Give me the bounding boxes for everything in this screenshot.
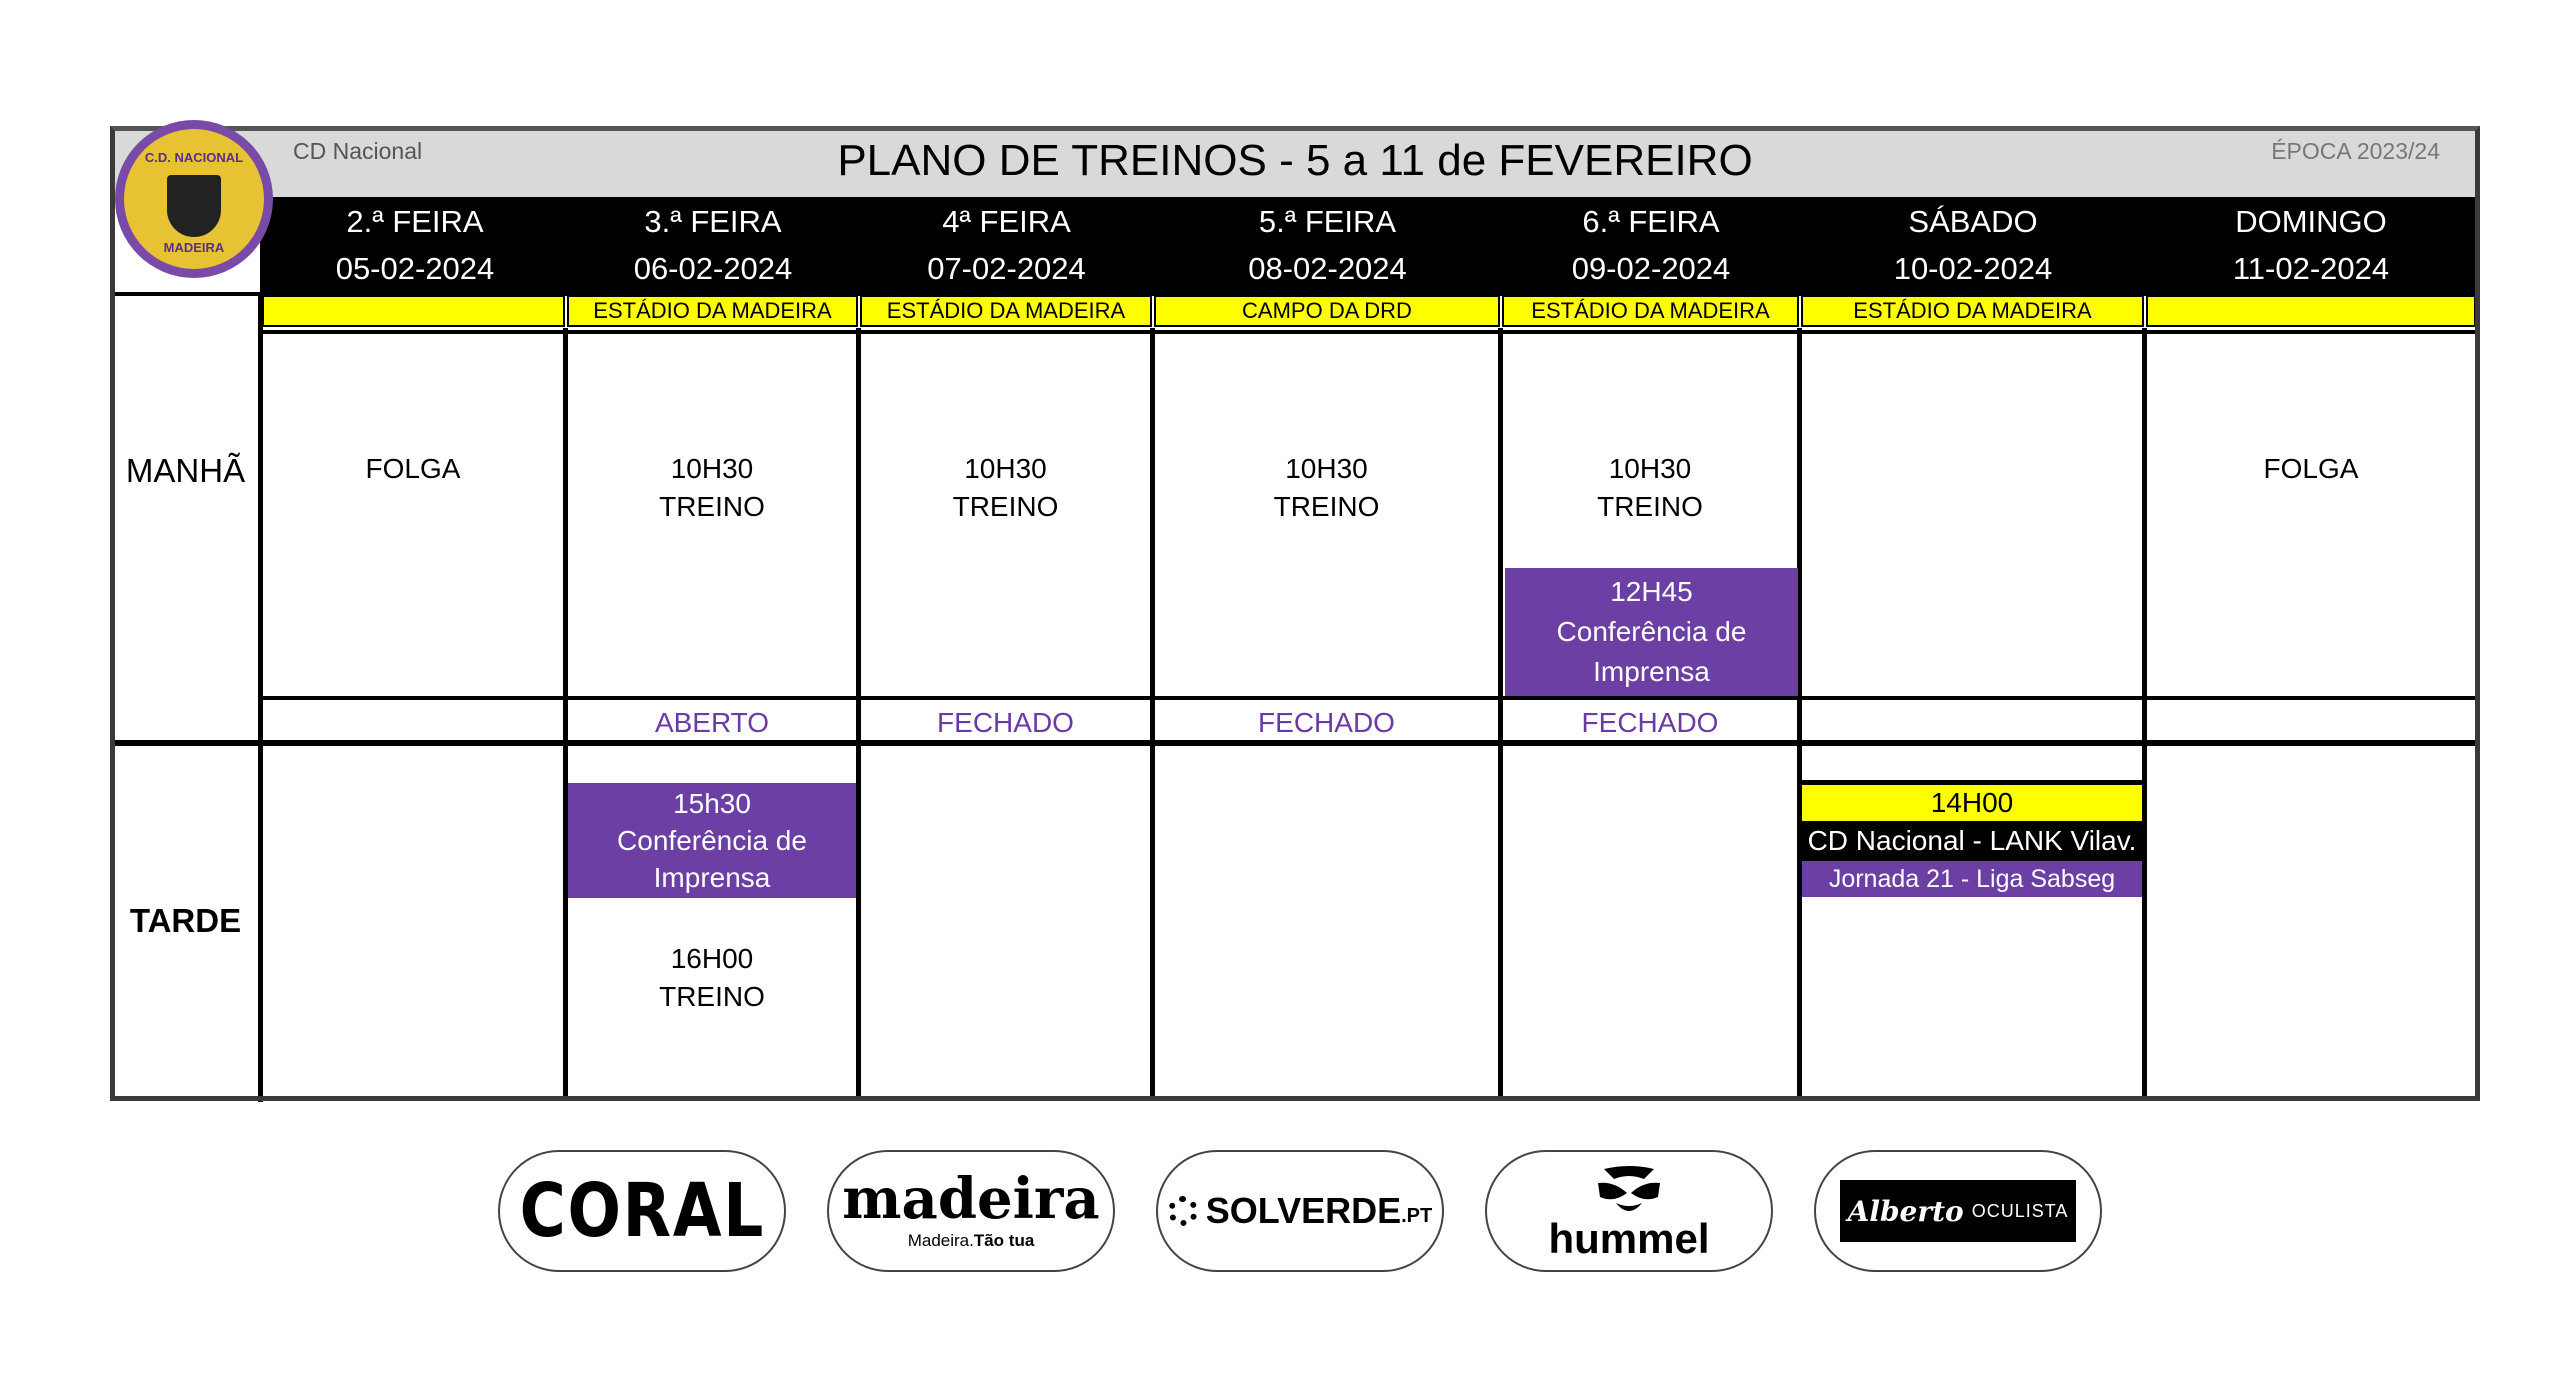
- status-wed: FECHADO: [937, 707, 1074, 738]
- morning-wed-time: 10H30: [964, 453, 1047, 484]
- friday-press-line1: Conferência de: [1556, 616, 1747, 647]
- morning-fri-time: 10H30: [1608, 453, 1692, 484]
- bee-icon: [1594, 1163, 1664, 1219]
- morning-thu-time: 10H30: [1285, 453, 1368, 484]
- sponsor-alberto-box: [1840, 1180, 2076, 1242]
- logo-top-text: C.D. NACIONAL: [144, 150, 244, 165]
- day-date-tue: 06-02-2024: [633, 251, 793, 286]
- sponsor-hummel-text: hummel: [1548, 1215, 1710, 1262]
- status-thu: FECHADO: [1258, 707, 1395, 738]
- sponsor-hummel: [1485, 1150, 1773, 1272]
- match-fixture: CD Nacional - LANK Vilav.: [1802, 821, 2142, 861]
- sun-icon: [1168, 1196, 1198, 1226]
- location-tue: ESTÁDIO DA MADEIRA: [567, 295, 858, 327]
- morning-thu-label: TREINO: [1273, 491, 1380, 522]
- club-crest-shield: [167, 175, 221, 237]
- afternoon-tue-time: 16H00: [670, 943, 754, 974]
- day-name-sun: DOMINGO: [2235, 204, 2387, 239]
- friday-press-line2: Imprensa: [1593, 656, 1710, 687]
- match-time: 14H00: [1802, 785, 2142, 821]
- sponsor-solverde-suffix: .PT: [1401, 1204, 1433, 1227]
- day-name-wed: 4ª FEIRA: [942, 204, 1071, 239]
- sponsor-coral: [498, 1150, 786, 1272]
- status-tue: ABERTO: [654, 707, 770, 738]
- day-name-sat: SÁBADO: [1908, 204, 2038, 239]
- day-name-tue: 3.ª FEIRA: [644, 204, 782, 239]
- location-wed: ESTÁDIO DA MADEIRA: [860, 295, 1152, 327]
- location-sat: ESTÁDIO DA MADEIRA: [1801, 295, 2144, 327]
- sponsor-madeira: [827, 1150, 1115, 1272]
- page-title: PLANO DE TREINOS - 5 a 11 de FEVEREIRO: [837, 136, 1753, 185]
- morning-tue-time: 10H30: [670, 453, 754, 484]
- morning-mon: FOLGA: [365, 453, 461, 484]
- club-name: CD Nacional: [293, 138, 423, 164]
- tuesday-press-line1: Conferência de: [617, 825, 807, 856]
- period-afternoon: TARDE: [129, 902, 242, 939]
- day-name-mon: 2.ª FEIRA: [346, 204, 484, 239]
- sponsor-madeira-tagline-b: Tão tua: [973, 1231, 1035, 1250]
- morning-fri-label: TREINO: [1597, 491, 1703, 522]
- day-name-thu: 5.ª FEIRA: [1258, 204, 1397, 239]
- tuesday-press-line2: Imprensa: [653, 862, 771, 893]
- morning-sun: FOLGA: [2263, 453, 2359, 484]
- sponsor-madeira-tagline-a: Madeira.: [907, 1231, 974, 1250]
- morning-tue-label: TREINO: [659, 491, 765, 522]
- day-name-fri: 6.ª FEIRA: [1582, 204, 1720, 239]
- morning-wed-label: TREINO: [952, 491, 1059, 522]
- friday-press-conference: [1505, 568, 1798, 696]
- sponsor-alberto-suffix: OCULISTA: [1971, 1200, 2069, 1221]
- status-fri: FECHADO: [1581, 707, 1719, 738]
- tuesday-press-time: 15h30: [673, 788, 751, 819]
- season-label: ÉPOCA 2023/24: [2271, 138, 2440, 164]
- match-round: Jornada 21 - Liga Sabseg: [1802, 861, 2142, 897]
- period-morning: MANHÃ: [125, 452, 246, 489]
- day-date-wed: 07-02-2024: [927, 251, 1086, 286]
- sponsor-alberto: [1814, 1150, 2102, 1272]
- day-date-mon: 05-02-2024: [335, 251, 495, 286]
- sponsor-madeira-text: madeira: [842, 1166, 1100, 1232]
- schedule-table: [110, 126, 2480, 1101]
- afternoon-tue-label: TREINO: [659, 981, 765, 1012]
- logo-bottom-text: MADEIRA: [163, 240, 225, 255]
- location-fri: ESTÁDIO DA MADEIRA: [1502, 295, 1799, 327]
- sponsor-solverde: [1156, 1150, 1444, 1272]
- tuesday-press-conference: [568, 783, 856, 898]
- location-thu: CAMPO DA DRD: [1154, 295, 1500, 327]
- day-date-thu: 08-02-2024: [1248, 251, 1407, 286]
- day-date-sun: 11-02-2024: [2232, 251, 2390, 286]
- sponsor-madeira-tagline: [908, 1231, 1035, 1251]
- sponsor-solverde-text: SOLVERDE: [1205, 1190, 1402, 1231]
- friday-press-time: 12H45: [1610, 576, 1693, 607]
- day-date-fri: 09-02-2024: [1571, 251, 1731, 286]
- sponsor-alberto-text: Alberto: [1847, 1194, 1964, 1228]
- day-date-sat: 10-02-2024: [1893, 251, 2053, 286]
- sponsor-coral-text: CORAL: [519, 1168, 765, 1254]
